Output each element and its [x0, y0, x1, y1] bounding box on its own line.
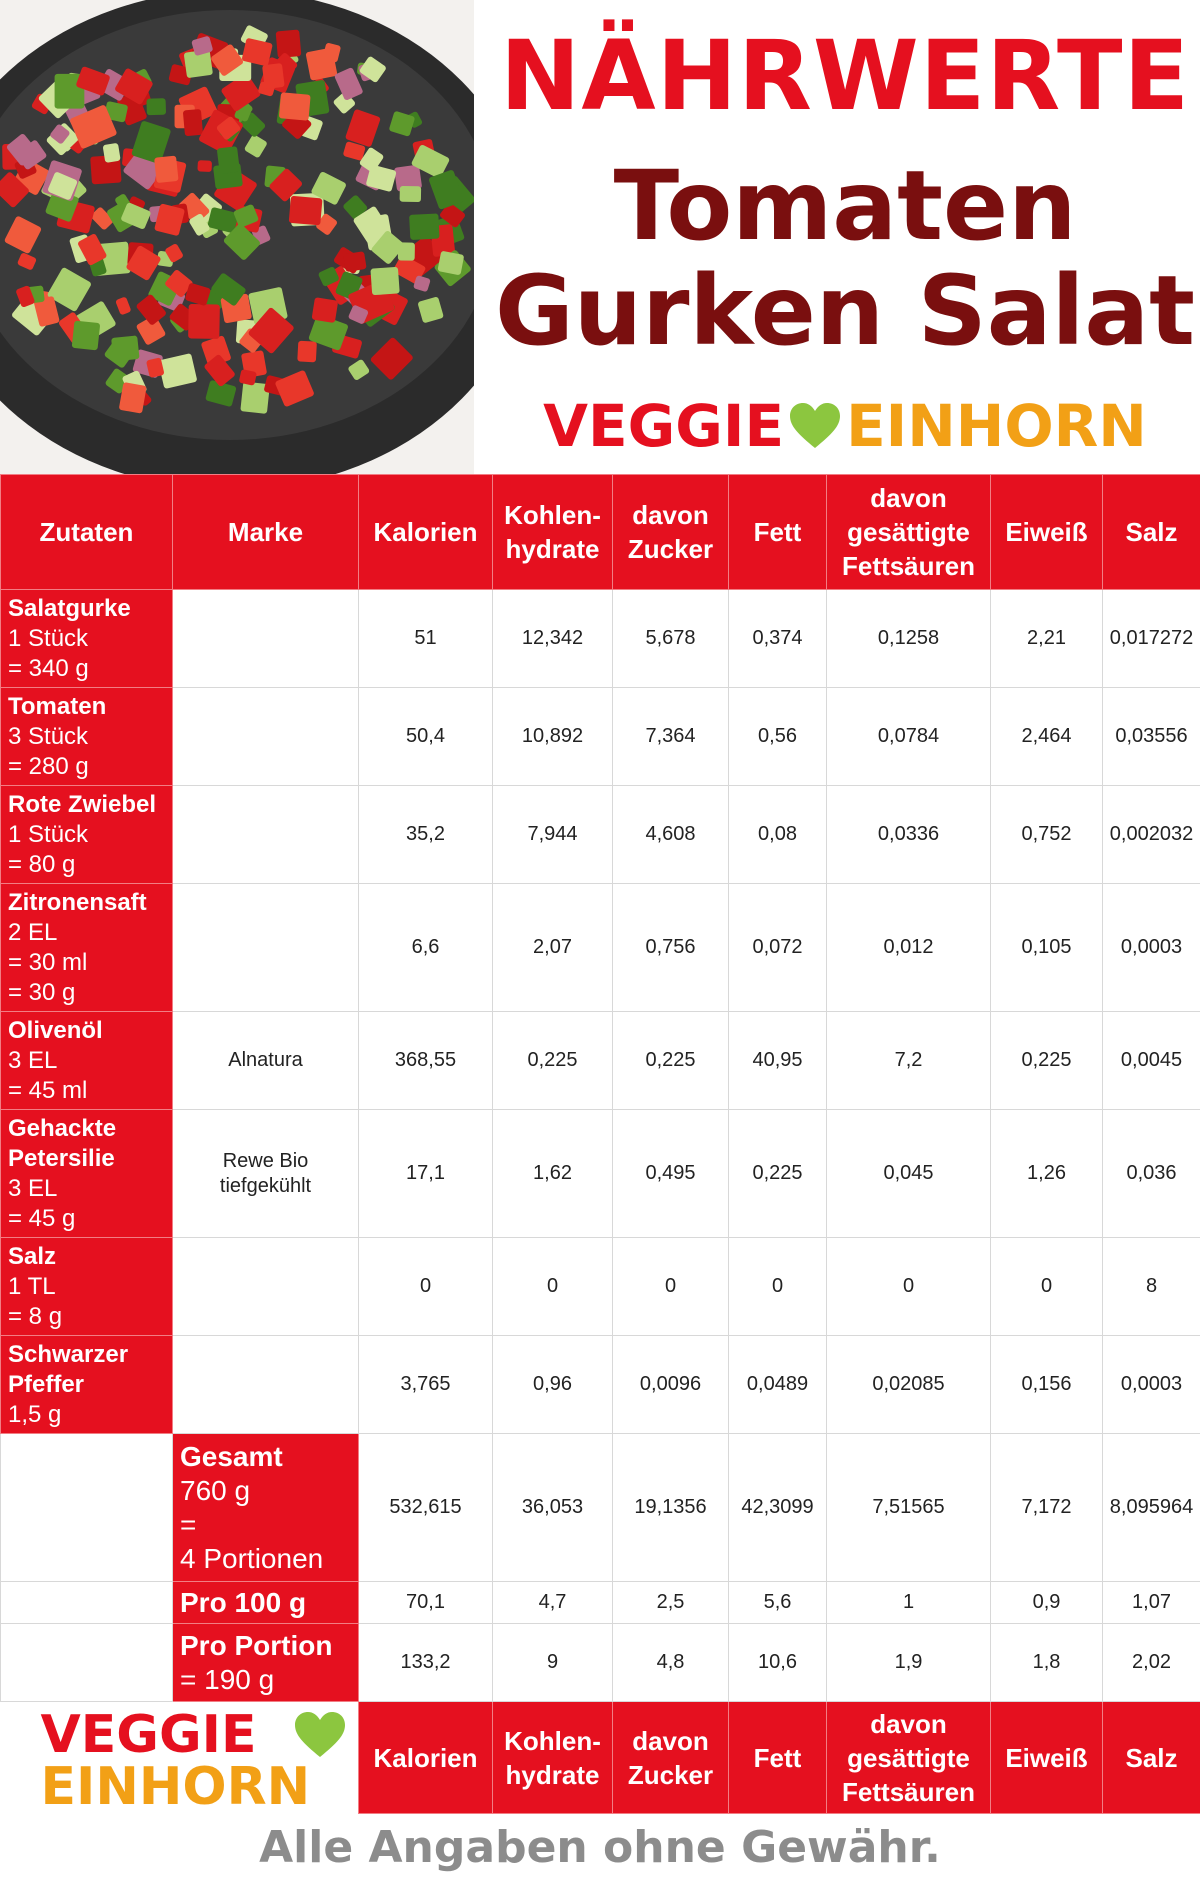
ingredient-name: Tomaten: [8, 692, 107, 720]
ingredient-name: Salz: [8, 1242, 57, 1270]
per-portion-salz: 2,02: [1103, 1624, 1200, 1702]
value-zucker: 0: [613, 1238, 729, 1336]
table-header-row: [1, 475, 1200, 590]
value-zucker: 0,0096: [613, 1336, 729, 1434]
ingredient-cell: [1, 786, 173, 884]
footer-logo-veggie: VEGGIE: [40, 1704, 257, 1765]
col-marke: Marke: [173, 475, 359, 590]
ingredient-cell: [1, 1336, 173, 1434]
ingredient-cell: [1, 1110, 173, 1238]
value-kohlenhydrate: 0: [493, 1238, 613, 1336]
total-line-2: =: [180, 1508, 197, 1540]
value-gfs: 0: [827, 1238, 991, 1336]
ingredient-amount: = 280 g: [8, 752, 89, 780]
col-gfs-2: gesättigte: [847, 517, 970, 547]
value-eiweiss: 2,21: [991, 590, 1103, 688]
salad-piece: [103, 143, 121, 163]
per100-blank: [1, 1582, 173, 1624]
value-kalorien: 0: [359, 1238, 493, 1336]
value-kalorien: 50,4: [359, 688, 493, 786]
col-zucker-1: davon: [632, 500, 709, 530]
value-kohlenhydrate: 2,07: [493, 884, 613, 1012]
ingredient-cell: [1, 884, 173, 1012]
salad-piece: [197, 160, 212, 172]
ingredient-amount: 1,5 g: [8, 1400, 62, 1428]
value-kohlenhydrate: 0,96: [493, 1336, 613, 1434]
table-row: [1, 1012, 1200, 1110]
footer-col-eiweiss: Eiweiß: [991, 1702, 1103, 1814]
brand-einhorn: EINHORN: [846, 392, 1147, 460]
value-fett: 0,08: [729, 786, 827, 884]
col-eiweiss: Eiweiß: [991, 475, 1103, 590]
value-gfs: 0,0336: [827, 786, 991, 884]
salad-piece: [276, 30, 302, 59]
value-kalorien: 3,765: [359, 1336, 493, 1434]
col-salz: Salz: [1103, 475, 1200, 590]
total-kalorien: 532,615: [359, 1434, 493, 1582]
salad-piece: [72, 321, 101, 351]
value-kohlenhydrate: 0,225: [493, 1012, 613, 1110]
value-fett: 0,225: [729, 1110, 827, 1238]
value-salz: 0,03556: [1103, 688, 1200, 786]
value-eiweiss: 0: [991, 1238, 1103, 1336]
col-zucker: [613, 475, 729, 590]
value-kohlenhydrate: 7,944: [493, 786, 613, 884]
ingredient-amount: = 30 ml: [8, 948, 88, 976]
ingredient-name: Salatgurke: [8, 594, 131, 622]
value-gfs: 0,02085: [827, 1336, 991, 1434]
col-gesaettigte-fettsaeuren: [827, 475, 991, 590]
ingredient-name: Gehackte Petersilie: [8, 1114, 117, 1172]
ingredient-name: Rote Zwiebel: [8, 790, 157, 818]
value-fett: 40,95: [729, 1012, 827, 1110]
salad-piece: [279, 92, 311, 120]
footer-col-salz: Salz: [1103, 1702, 1200, 1814]
col-gfs-3: Fettsäuren: [842, 551, 975, 581]
per-portion-sub: = 190 g: [180, 1663, 275, 1695]
value-kohlenhydrate: 1,62: [493, 1110, 613, 1238]
total-line-3: 4 Portionen: [180, 1542, 324, 1574]
heart-icon: [788, 396, 842, 464]
per-portion-fett: 10,6: [729, 1624, 827, 1702]
brand-cell: [173, 688, 359, 786]
footer-kohlen-1: Kohlen-: [504, 1725, 601, 1756]
recipe-title-line1: Tomaten: [613, 150, 1077, 262]
footer-header-row: [1, 1702, 1200, 1814]
brand-cell: [173, 884, 359, 1012]
footer-zucker-2: Zucker: [627, 1759, 714, 1790]
per-portion-label-cell: [173, 1624, 359, 1702]
per100-salz: 1,07: [1103, 1582, 1200, 1624]
value-zucker: 0,225: [613, 1012, 729, 1110]
col-zutaten: Zutaten: [1, 475, 173, 590]
col-fett: Fett: [729, 475, 827, 590]
salad-piece: [437, 251, 464, 276]
table-row: [1, 1238, 1200, 1336]
per-portion-kohlenhydrate: 9: [493, 1624, 613, 1702]
value-kohlenhydrate: 12,342: [493, 590, 613, 688]
value-kalorien: 17,1: [359, 1110, 493, 1238]
per-portion-blank: [1, 1624, 173, 1702]
brand-cell: [173, 1110, 359, 1238]
per-portion-row: [1, 1624, 1200, 1702]
value-salz: 0,036: [1103, 1110, 1200, 1238]
total-salz: 8,095964: [1103, 1434, 1200, 1582]
salad-piece: [343, 251, 367, 272]
col-kohlenhydrate: [493, 475, 613, 590]
value-gfs: 0,045: [827, 1110, 991, 1238]
brand-text: Alnatura: [228, 1049, 303, 1071]
value-fett: 0,072: [729, 884, 827, 1012]
footer-col-zucker: [613, 1702, 729, 1814]
per-portion-label: Pro Portion: [180, 1629, 333, 1661]
total-zucker: 19,1356: [613, 1434, 729, 1582]
footer-gfs-1: davon: [870, 1708, 947, 1739]
brand-cell: [173, 1238, 359, 1336]
per100-row: [1, 1582, 1200, 1624]
table-row: [1, 590, 1200, 688]
salad-bowl-image: [0, 0, 474, 474]
footer-col-gfs: [827, 1702, 991, 1814]
table-row: [1, 688, 1200, 786]
value-eiweiss: 0,105: [991, 884, 1103, 1012]
value-eiweiss: 0,752: [991, 786, 1103, 884]
brand-text: Rewe Bio: [222, 1149, 309, 1172]
table-row: [1, 1336, 1200, 1434]
value-kalorien: 35,2: [359, 786, 493, 884]
total-kohlenhydrate: 36,053: [493, 1434, 613, 1582]
ingredient-name: Zitronensaft: [8, 888, 147, 916]
total-line-1: 760 g: [180, 1474, 251, 1506]
total-row: [1, 1434, 1200, 1582]
ingredient-amount: = 80 g: [8, 850, 76, 878]
footer-logo-cell: [1, 1702, 359, 1817]
per-portion-eiweiss: 1,8: [991, 1624, 1103, 1702]
value-salz: 0,0045: [1103, 1012, 1200, 1110]
value-salz: 0,002032: [1103, 786, 1200, 884]
ingredient-amount: 1 Stück: [8, 624, 89, 652]
per-portion-zucker: 4,8: [613, 1624, 729, 1702]
footer-heart-icon: [293, 1711, 347, 1765]
ingredient-amount: = 340 g: [8, 654, 89, 682]
footer-kohlen-2: hydrate: [505, 1759, 600, 1790]
disclaimer: Alle Angaben ohne Gewähr.: [259, 1822, 941, 1873]
value-kohlenhydrate: 10,892: [493, 688, 613, 786]
per100-fett: 5,6: [729, 1582, 827, 1624]
per100-kalorien: 70,1: [359, 1582, 493, 1624]
ingredient-rows: [1, 590, 1200, 1434]
ingredient-cell: [1, 1238, 173, 1336]
value-zucker: 5,678: [613, 590, 729, 688]
brand-logo: [490, 392, 1200, 464]
recipe-title-line2: Gurken Salat: [494, 255, 1196, 367]
table-row: [1, 1110, 1200, 1238]
summary-rows: [1, 1434, 1200, 1817]
ingredient-amount: = 8 g: [8, 1302, 63, 1330]
ingredient-cell: [1, 688, 173, 786]
value-eiweiss: 0,156: [991, 1336, 1103, 1434]
ingredient-amount: 3 EL: [8, 1046, 58, 1074]
value-salz: 0,0003: [1103, 884, 1200, 1012]
salad-piece: [262, 63, 285, 89]
per-portion-kalorien: 133,2: [359, 1624, 493, 1702]
salad-photo: [0, 0, 474, 474]
col-gfs-1: davon: [870, 483, 947, 513]
value-salz: 0,0003: [1103, 1336, 1200, 1434]
value-gfs: 0,0784: [827, 688, 991, 786]
ingredient-name: Olivenöl: [8, 1016, 103, 1044]
value-fett: 0,0489: [729, 1336, 827, 1434]
value-zucker: 0,756: [613, 884, 729, 1012]
brand-cell: [173, 786, 359, 884]
per100-label: Pro 100 g: [180, 1586, 307, 1618]
per100-gfs: 1: [827, 1582, 991, 1624]
salad-piece: [111, 335, 139, 361]
salad-piece: [119, 382, 147, 414]
salad-piece: [183, 109, 203, 136]
ingredient-cell: [1, 1012, 173, 1110]
footer-logo: [1, 1703, 355, 1817]
total-blank: [1, 1434, 173, 1582]
value-fett: 0: [729, 1238, 827, 1336]
ingredient-amount: = 45 g: [8, 1204, 76, 1232]
brand-veggie: VEGGIE: [543, 392, 785, 460]
salad-piece: [146, 98, 166, 115]
value-gfs: 0,012: [827, 884, 991, 1012]
footer-col-kohlenhydrate: [493, 1702, 613, 1814]
col-kohlen-2: hydrate: [505, 534, 600, 564]
value-eiweiss: 1,26: [991, 1110, 1103, 1238]
brand-text: tiefgekühlt: [219, 1174, 312, 1197]
footer-logo-einhorn: EINHORN: [40, 1756, 311, 1817]
value-fett: 0,56: [729, 688, 827, 786]
salad-piece: [289, 196, 323, 226]
value-kalorien: 368,55: [359, 1012, 493, 1110]
total-eiweiss: 7,172: [991, 1434, 1103, 1582]
per100-eiweiss: 0,9: [991, 1582, 1103, 1624]
nutrition-table: [0, 474, 1200, 1817]
footer-col-kalorien: Kalorien: [359, 1702, 493, 1814]
value-fett: 0,374: [729, 590, 827, 688]
table-row: [1, 884, 1200, 1012]
value-kalorien: 51: [359, 590, 493, 688]
total-fett: 42,3099: [729, 1434, 827, 1582]
table-row: [1, 786, 1200, 884]
per-portion-gfs: 1,9: [827, 1624, 991, 1702]
value-eiweiss: 2,464: [991, 688, 1103, 786]
total-label-cell: [173, 1434, 359, 1582]
col-zucker-2: Zucker: [627, 534, 714, 564]
total-label: Gesamt: [180, 1440, 283, 1472]
footer-col-fett: Fett: [729, 1702, 827, 1814]
salad-piece: [297, 341, 317, 363]
value-zucker: 4,608: [613, 786, 729, 884]
col-kalorien: Kalorien: [359, 475, 493, 590]
salad-piece: [188, 304, 220, 339]
page-title: NÄHRWERTE: [499, 20, 1191, 132]
ingredient-amount: = 45 ml: [8, 1076, 88, 1104]
value-eiweiss: 0,225: [991, 1012, 1103, 1110]
value-salz: 8: [1103, 1238, 1200, 1336]
ingredient-cell: [1, 590, 173, 688]
per100-kohlenhydrate: 4,7: [493, 1582, 613, 1624]
salad-piece: [217, 146, 240, 174]
brand-cell: [173, 1336, 359, 1434]
ingredient-amount: 1 Stück: [8, 820, 89, 848]
salad-piece: [400, 186, 422, 202]
ingredient-amount: = 30 g: [8, 978, 76, 1006]
per100-zucker: 2,5: [613, 1582, 729, 1624]
ingredient-amount: 1 TL: [8, 1272, 56, 1300]
value-zucker: 7,364: [613, 688, 729, 786]
total-gfs: 7,51565: [827, 1434, 991, 1582]
value-gfs: 7,2: [827, 1012, 991, 1110]
salad-piece: [154, 156, 179, 184]
value-zucker: 0,495: [613, 1110, 729, 1238]
value-kalorien: 6,6: [359, 884, 493, 1012]
brand-cell: [173, 1012, 359, 1110]
ingredient-name: Schwarzer Pfeffer: [8, 1340, 129, 1398]
ingredient-amount: 3 Stück: [8, 722, 89, 750]
footer-zucker-1: davon: [632, 1725, 709, 1756]
col-kohlen-1: Kohlen-: [504, 500, 601, 530]
salad-piece: [370, 267, 399, 295]
ingredient-amount: 2 EL: [8, 918, 58, 946]
salad-piece: [409, 213, 440, 240]
per100-label-cell: [173, 1582, 359, 1624]
ingredient-amount: 3 EL: [8, 1174, 58, 1202]
footer-gfs-2: gesättigte: [847, 1742, 970, 1773]
value-gfs: 0,1258: [827, 590, 991, 688]
brand-cell: [173, 590, 359, 688]
salad-piece: [312, 297, 339, 323]
footer-gfs-3: Fettsäuren: [842, 1776, 975, 1807]
value-salz: 0,017272: [1103, 590, 1200, 688]
